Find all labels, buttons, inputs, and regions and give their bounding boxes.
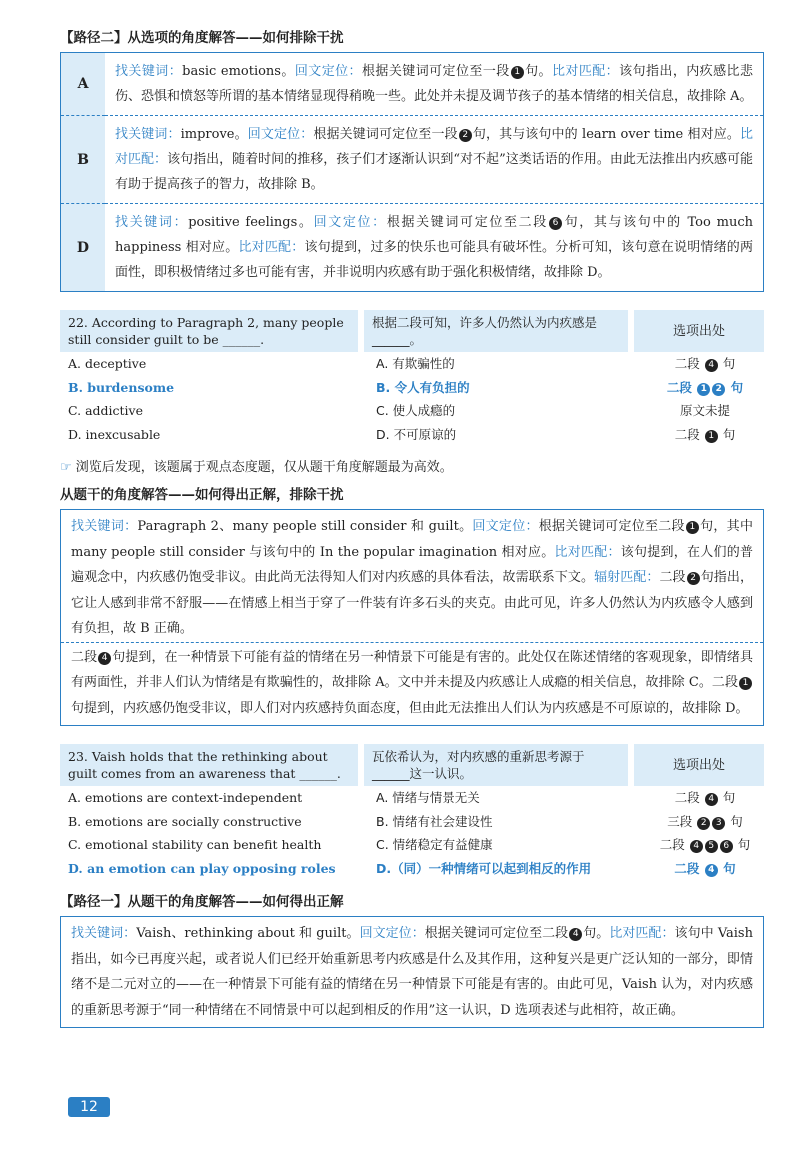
option-letter-a: A bbox=[61, 53, 105, 115]
q23-stem-zh: 瓦依希认为，对内疚感的重新思考源于______这一认识。 bbox=[364, 744, 628, 786]
sentence-number: 4 bbox=[690, 840, 703, 853]
q23-option-location: 二段 4 句 bbox=[674, 860, 736, 876]
q23-stem-en: 23. Vaish holds that the rethinking about guilt comes from an awareness that ______. bbox=[60, 744, 358, 786]
path2-options-table bbox=[60, 52, 764, 292]
path1-box: 找关键词：Vaish、rethinking about 和 guilt。回文定位：根据关键词可定位至二段 4 句。比对匹配：该句中 Vaish 指出，如今已再度兴起，或者说人们已经开始重新思考内疚感是什么及其作用，这种复兴是更广泛认知的一部分，即情绪不是二元对立的——在一种情景下可能有益的情绪在另一种情景下可能是有害的。由此可见，Vaish 认为，对内疚感的重新思考源于“同一种情绪在不同情景中可以起到相反的作用”这一认识，D 选项表述与此相符，故正确。 bbox=[60, 916, 764, 1028]
q22-option-location: 原文未提 bbox=[679, 403, 730, 418]
sentence-number: 2 bbox=[459, 129, 472, 142]
note-text: 浏览后发现，该题属于观点态度题，仅从题干角度解题最为高效。 bbox=[75, 460, 453, 475]
keyword-label: 找关键词： bbox=[115, 64, 183, 79]
q22-stem-zh: 根据二段可知，许多人仍然认为内疚感是______。 bbox=[364, 310, 628, 352]
sentence-number: 1 bbox=[686, 521, 699, 534]
q23-option-en: D. an emotion can play opposing roles bbox=[68, 860, 336, 876]
sentence-number: 4 bbox=[705, 864, 718, 877]
q22-options bbox=[60, 352, 764, 446]
sentence-number: 2 bbox=[687, 572, 700, 585]
q23-option-en: C. emotional stability can benefit health bbox=[68, 837, 322, 852]
q22-option-location: 二段 1 2 句 bbox=[666, 379, 744, 395]
q22-option-location: 二段 4 句 bbox=[674, 356, 736, 371]
q22-option-location: 二段 1 句 bbox=[674, 426, 736, 442]
q23-option-en: B. emotions are socially constructive bbox=[68, 813, 302, 829]
q23-option-zh: A. 情绪与情景无关 bbox=[376, 790, 480, 805]
sentence-number: 4 bbox=[705, 359, 718, 372]
q23-options bbox=[60, 786, 764, 880]
q22-option-en: C. addictive bbox=[68, 403, 143, 418]
option-letter-b: B bbox=[61, 115, 105, 203]
q22-stem-en: 22. According to Paragraph 2, many people still consider guilt to be ______. bbox=[60, 310, 358, 352]
sentence-number: 2 bbox=[712, 383, 725, 396]
q22-location-header: 选项出处 bbox=[634, 310, 764, 352]
option-analysis-d: 找关键词：positive feelings。回文定位：根据关键词可定位至二段 6 句，其与该句中的 Too much happiness 相对应。比对匹配：该句提到，过多的快乐也可能具有破坏性。分析可知，该句意在说明情绪的两面性，即积极情绪过多也可能有害，并非说明内疚感有助于强化积极情绪，故排除 D。 bbox=[105, 203, 763, 291]
q23-location-header: 选项出处 bbox=[634, 744, 764, 786]
q22-option-zh: C. 使人成瘾的 bbox=[376, 403, 456, 418]
stem-method-title: 从题干的角度解答——如何得出正解，排除干扰 bbox=[60, 487, 344, 503]
stem-method-part1: 找关键词：Paragraph 2、many people still consider 和 guilt。回文定位：根据关键词可定位至二段 1 句，其中 many people still consider 与该句中的 In the popular imagination 相对应。比对匹配：该句提到，在人们的普遍观念中，内疚感仍饱受非议。由此尚无法得知人们对内疚感的具体看法，故需联系下文。辐射匹配：二段 2 句指出，它让人感到非常不舒服——在情感上相当于穿了一件装有许多石头的夹克。由此可见，许多人仍然认为内疚感令人感到有负担，故 B 正确。 bbox=[71, 519, 753, 636]
q23-option-zh: C. 情绪稳定有益健康 bbox=[376, 837, 493, 852]
q22-option-zh: D. 不可原谅的 bbox=[376, 426, 457, 442]
strategy-note bbox=[60, 456, 764, 475]
option-analysis-b: 找关键词：improve。回文定位：根据关键词可定位至一段 2 句，其与该句中的 learn over time 相对应。比对匹配：该句指出，随着时间的推移，孩子们才逐渐认识到“对不起”这类话语的作用。由此无法推出内疚感可能有助于提高孩子的智力，故排除 B。 bbox=[105, 115, 763, 203]
sentence-number: 2 bbox=[697, 817, 710, 830]
stem-method-box bbox=[60, 509, 764, 726]
q22-option-zh: A. 有欺骗性的 bbox=[376, 356, 455, 371]
q22-option-en: A. deceptive bbox=[68, 356, 147, 371]
pointing-hand-icon: ☞ bbox=[60, 460, 72, 475]
stem-method-part2: 二段 4 句提到，在一种情景下可能有益的情绪在另一种情景下可能是有害的。此处仅在陈述情绪的客观现象，即情绪具有两面性，并非人们认为情绪是有欺骗性的，故排除 A。文中并未提及内疚感让人成瘾的相关信息，故排除 C。二段 1句提到，内疚感仍饱受非议，即人们对内疚感持负面态度，但由此无法推出人们认为内疚感是不可原谅的，故排除 D。 bbox=[61, 642, 763, 722]
q23-option-location: 三段 2 3 句 bbox=[667, 813, 743, 829]
option-analysis-a: 找关键词：basic emotions。回文定位：根据关键词可定位至一段 1 句。比对匹配：该句指出，内疚感比悲伤、恐惧和愤怒等所谓的基本情绪显现得稍晚一些。此处并未提及调节孩子的基本情绪的相关信息，故排除 A。 bbox=[115, 64, 753, 104]
q23-option-location: 二段 4 句 bbox=[674, 790, 736, 805]
option-letter-d: D bbox=[61, 203, 105, 291]
q22-header bbox=[60, 310, 764, 352]
q23-header bbox=[60, 744, 764, 786]
q23-option-zh: B. 情绪有社会建设性 bbox=[376, 813, 493, 829]
page-number: 12 bbox=[68, 1097, 110, 1117]
sentence-number: 1 bbox=[697, 383, 710, 396]
path1-title: 【路径一】从题干的角度解答——如何得出正解 bbox=[60, 894, 344, 910]
locate-label: 回文定位： bbox=[294, 64, 362, 79]
sentence-number: 5 bbox=[705, 840, 718, 853]
q23-option-location: 二段 4 5 6 句 bbox=[659, 837, 751, 852]
match-label: 比对匹配： bbox=[551, 64, 620, 79]
sentence-number: 1 bbox=[739, 677, 752, 690]
q22-option-en: B. burdensome bbox=[68, 379, 175, 395]
sentence-number: 1 bbox=[705, 430, 718, 443]
sentence-number: 4 bbox=[98, 652, 111, 665]
sentence-number: 4 bbox=[705, 793, 718, 806]
q22-option-en: D. inexcusable bbox=[68, 426, 161, 442]
sentence-number: 6 bbox=[720, 840, 733, 853]
q22-option-zh: B. 令人有负担的 bbox=[376, 379, 470, 395]
sentence-number: 1 bbox=[511, 66, 524, 79]
sentence-number: 6 bbox=[549, 217, 562, 230]
sentence-number: 4 bbox=[569, 928, 582, 941]
sentence-number: 3 bbox=[712, 817, 725, 830]
q23-option-en: A. emotions are context-independent bbox=[68, 790, 303, 805]
path2-title: 【路径二】从选项的角度解答——如何排除干扰 bbox=[60, 30, 344, 46]
q23-option-zh: D.（同）一种情绪可以起到相反的作用 bbox=[376, 860, 592, 876]
page-content bbox=[60, 22, 764, 1028]
